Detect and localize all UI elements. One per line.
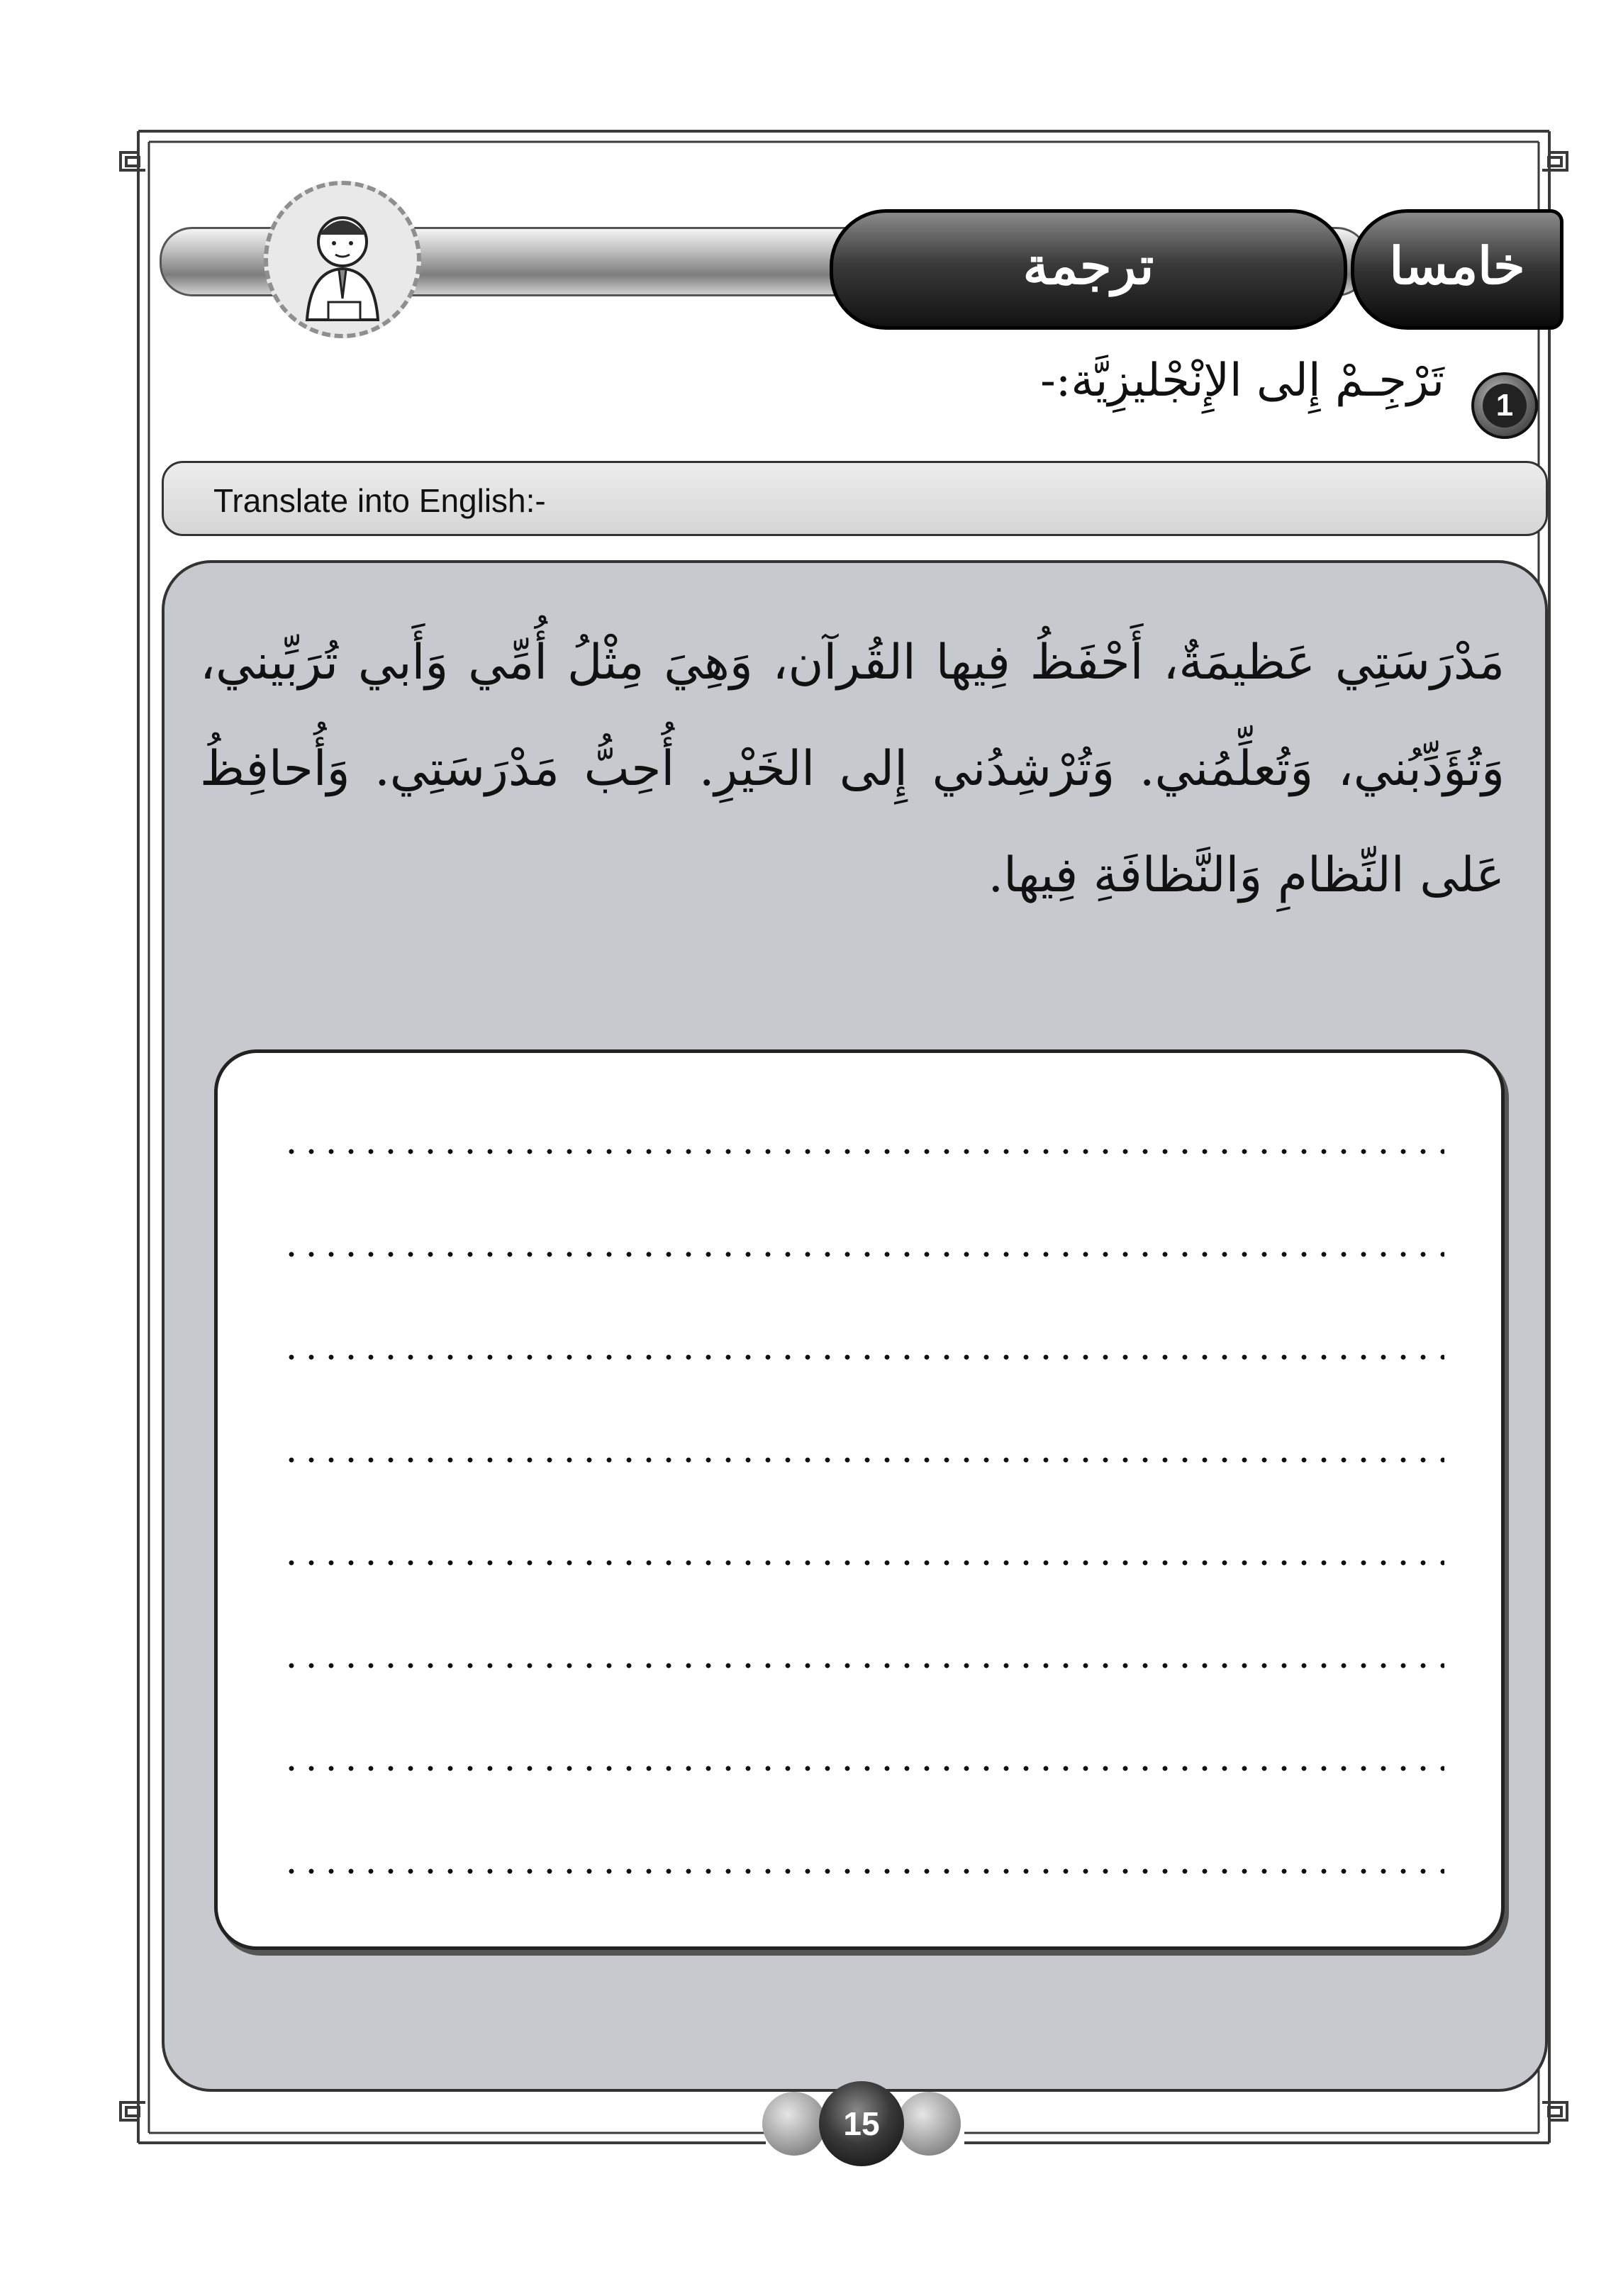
page-number: 15 xyxy=(819,2081,904,2166)
student-icon xyxy=(268,185,417,334)
page-orb-right xyxy=(897,2092,961,2156)
answer-line[interactable] xyxy=(281,1149,1444,1154)
student-illustration xyxy=(264,181,421,338)
answer-line[interactable] xyxy=(281,1560,1444,1566)
answer-line[interactable] xyxy=(281,1457,1444,1463)
question-number: 1 xyxy=(1483,384,1527,428)
section-label-pill xyxy=(1351,209,1563,330)
answer-line[interactable] xyxy=(281,1663,1444,1668)
arabic-passage: مَدْرَسَتِي عَظيمَةٌ، أَحْفَظُ فِيها القُرآن، وَهِيَ مِثْلُ أُمِّي وَأَبي تُرَبِّيني، وَتُؤَدِّبُني، وَتُعلِّمُني. وَتُرْشِدُني إِلى الخَيْرِ. أُحِبُّ مَدْرَسَتِي. وَأُحافِظُ عَلى النِّظامِ وَالنَّظافَةِ فِيها. xyxy=(200,635,1505,903)
answer-line[interactable] xyxy=(281,1868,1444,1874)
answer-line[interactable] xyxy=(281,1252,1444,1257)
question-title: تَرْجِـمْ إِلى الإِنْجْليزِيَّة:- xyxy=(1040,355,1444,407)
section-title-pill xyxy=(830,209,1347,330)
section-label: خامسا xyxy=(1389,235,1525,296)
question-number-badge xyxy=(1471,372,1538,439)
instruction-bar xyxy=(162,461,1548,536)
answer-line[interactable] xyxy=(281,1766,1444,1771)
answer-line[interactable] xyxy=(281,1354,1444,1360)
page-orb-left xyxy=(762,2092,826,2156)
answer-box[interactable] xyxy=(214,1049,1505,1950)
instruction-text: Translate into English:- xyxy=(213,482,546,519)
section-title: ترجمة xyxy=(1022,235,1154,296)
